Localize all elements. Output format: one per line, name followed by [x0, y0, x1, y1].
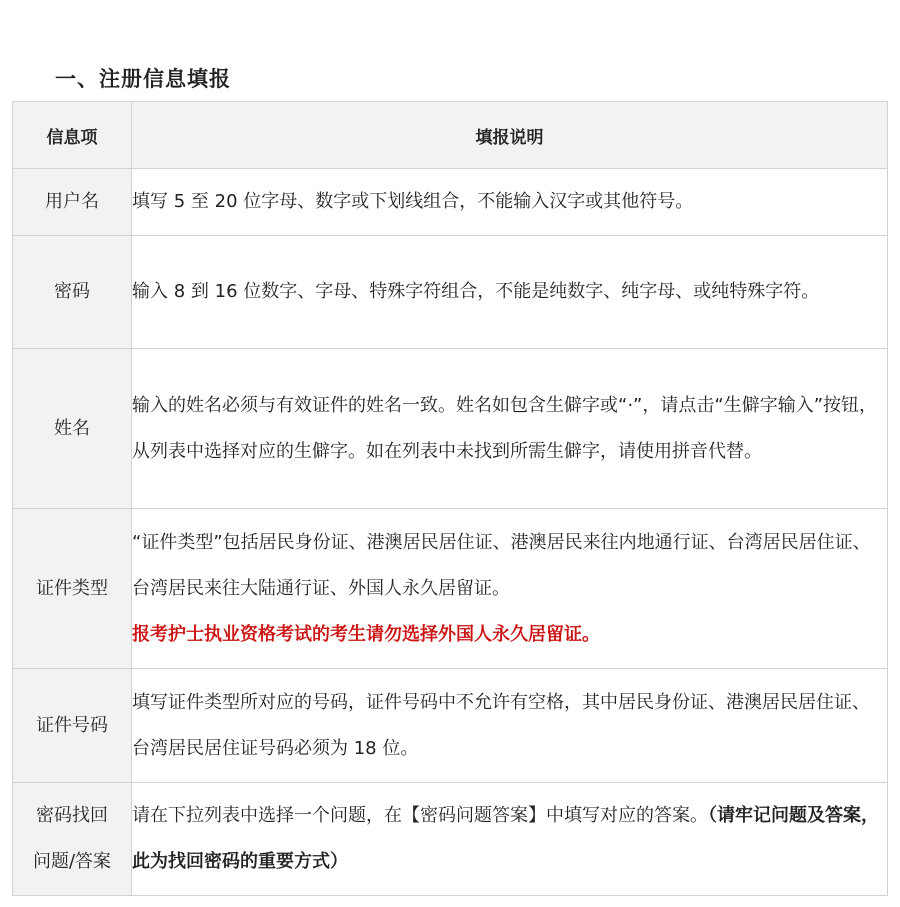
row-label-recovery	[13, 783, 132, 896]
recovery-description: 请在下拉列表中选择一个问题，在【密码问题答案】中填写对应的答案。	[132, 805, 708, 826]
table-header-row	[13, 102, 888, 169]
recovery-important-note: （请牢记问题及答案，此为找回密码的重要方式）	[132, 805, 879, 872]
header-description: 填报说明	[132, 102, 888, 169]
row-desc-name: 输入的姓名必须与有效证件的姓名一致。姓名如包含生僻字或“·”，请点击“生僻字输入”按钮，从列表中选择对应的生僻字。如在列表中未找到所需生僻字，请使用拼音代替。	[132, 349, 888, 509]
row-label-id-type: 证件类型	[13, 509, 132, 669]
row-label-name: 姓名	[13, 349, 132, 509]
table-row	[13, 169, 888, 236]
table-row	[13, 349, 888, 509]
table-row	[13, 236, 888, 349]
row-desc-id-type	[132, 509, 888, 669]
table-row	[13, 783, 888, 896]
row-desc-username: 填写 5 至 20 位字母、数字或下划线组合，不能输入汉字或其他符号。	[132, 169, 888, 236]
id-type-warning: 报考护士执业资格考试的考生请勿选择外国人永久居留证。	[132, 623, 600, 645]
recovery-label-line2: 问题/答案	[32, 851, 112, 872]
id-type-description: “证件类型”包括居民身份证、港澳居民居住证、港澳居民来往内地通行证、台湾居民居住证、台湾居民来往大陆通行证、外国人永久居留证。	[132, 531, 871, 599]
row-desc-password: 输入 8 到 16 位数字、字母、特殊字符组合，不能是纯数字、纯字母、或纯特殊字符。	[132, 236, 888, 349]
table-row	[13, 509, 888, 669]
header-item: 信息项	[13, 102, 132, 169]
table-row	[13, 669, 888, 783]
row-desc-recovery	[132, 783, 888, 896]
row-label-username: 用户名	[13, 169, 132, 236]
row-label-id-number: 证件号码	[13, 669, 132, 783]
section-title: 一、注册信息填报	[55, 67, 231, 91]
registration-info-table	[12, 101, 888, 896]
row-desc-id-number: 填写证件类型所对应的号码，证件号码中不允许有空格，其中居民身份证、港澳居民居住证、台湾居民居住证号码必须为 18 位。	[132, 669, 888, 783]
recovery-label-line1: 密码找回	[36, 805, 108, 826]
row-label-password: 密码	[13, 236, 132, 349]
